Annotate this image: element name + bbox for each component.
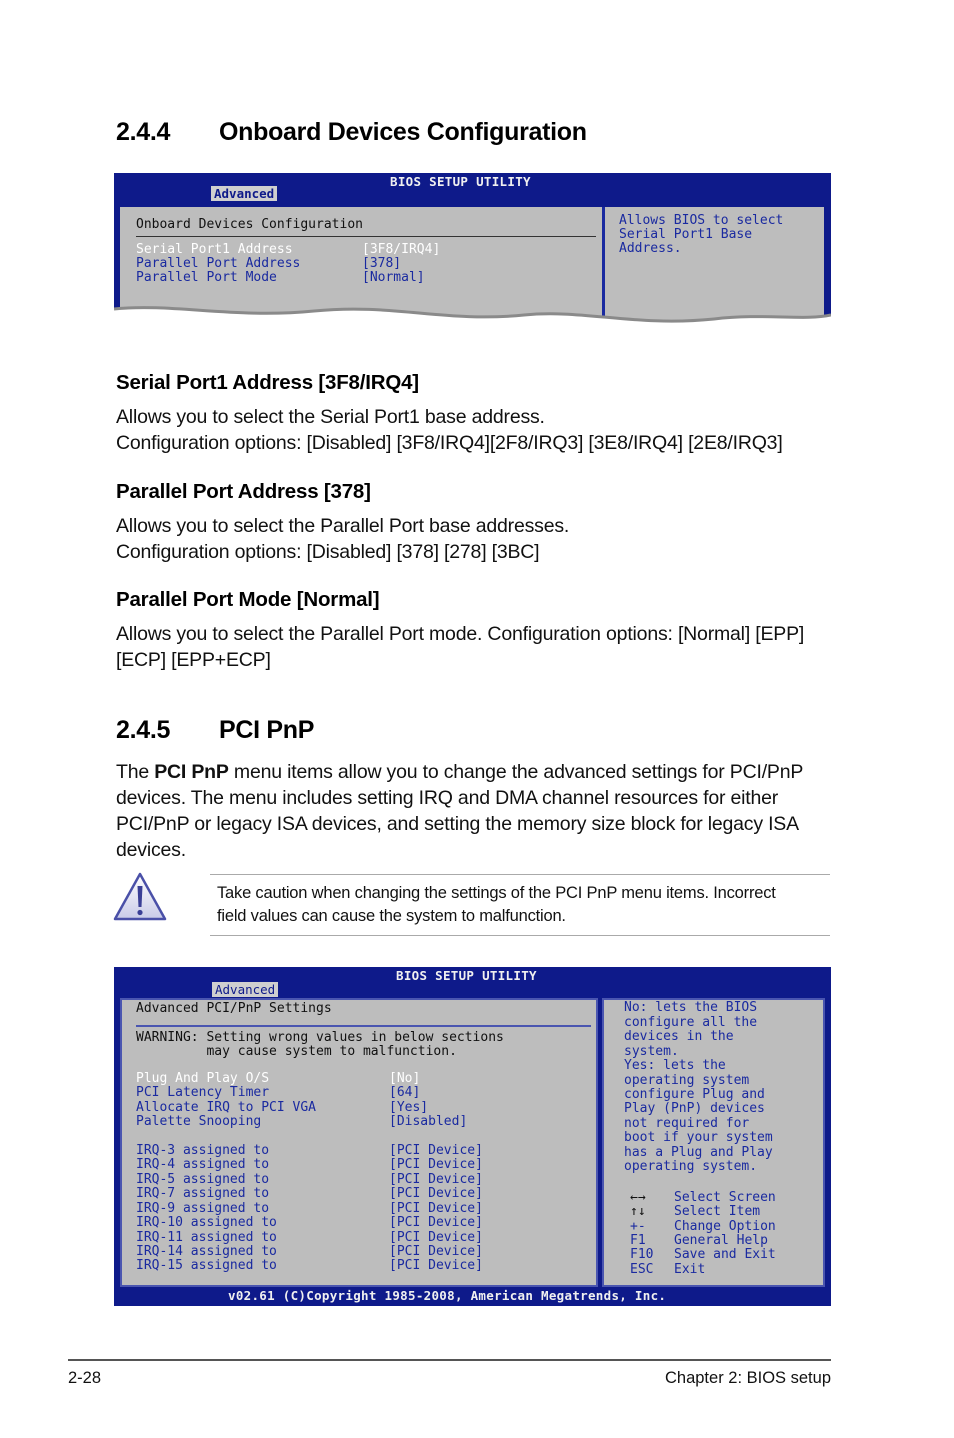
section-number: 2.4.5	[116, 716, 171, 744]
bios-irq-value[interactable]: [PCI Device]	[389, 1143, 483, 1158]
bios-item-value[interactable]: [No]	[389, 1071, 421, 1086]
help-line: Yes: lets the	[624, 1058, 726, 1073]
note-rule-top	[210, 874, 830, 875]
help-line: not required for	[624, 1116, 750, 1131]
body-line	[116, 759, 803, 785]
bios-irq-value[interactable]: [PCI Device]	[389, 1258, 483, 1273]
caution-text	[217, 882, 776, 928]
bios-irq-label[interactable]: IRQ-11 assigned to	[136, 1230, 277, 1245]
subsection-body	[116, 513, 569, 565]
pcipnp-intro	[116, 759, 803, 863]
divider	[136, 1025, 591, 1027]
bios-item-value[interactable]: [Yes]	[389, 1100, 429, 1115]
bios-irq-label[interactable]: IRQ-15 assigned to	[136, 1258, 277, 1273]
bios-screenshot-pcipnp	[114, 967, 831, 1306]
arrow-left-right-icon: ←→	[630, 1190, 646, 1205]
help-line: Serial Port1 Base	[619, 227, 753, 242]
section-heading-pcipnp	[116, 716, 816, 748]
key-desc: Save and Exit	[674, 1247, 776, 1262]
subsection-body	[116, 404, 783, 456]
bios-warning: WARNING: Setting wrong values in below sections	[136, 1030, 504, 1045]
bios-help-panel	[602, 998, 825, 1287]
bios-warning: may cause system to malfunction.	[136, 1044, 457, 1059]
section-heading-onboard	[116, 118, 816, 150]
key-label: F1	[630, 1233, 646, 1248]
key-save-exit	[630, 1248, 776, 1263]
bios-panel-heading: Onboard Devices Configuration	[136, 217, 363, 232]
bios-item-label[interactable]: Serial Port1 Address	[136, 242, 293, 257]
help-line: configure all the	[624, 1015, 758, 1030]
bios-item-value[interactable]: [64]	[389, 1085, 421, 1100]
intro-bold: PCI PnP	[154, 761, 229, 783]
bios-irq-label[interactable]: IRQ-3 assigned to	[136, 1143, 270, 1158]
bios-item-label[interactable]: PCI Latency Timer	[136, 1085, 270, 1100]
bios-item-value[interactable]: [378]	[362, 256, 402, 271]
bios-irq-value[interactable]: [PCI Device]	[389, 1244, 483, 1259]
bios-item-label[interactable]: Palette Snooping	[136, 1114, 262, 1129]
bios-title: BIOS SETUP UTILITY	[390, 174, 531, 189]
bios-irq-label[interactable]: IRQ-4 assigned to	[136, 1157, 270, 1172]
help-line: devices in the	[624, 1029, 734, 1044]
subsection-title: Parallel Port Mode [Normal]	[116, 588, 380, 611]
subsection-body	[116, 621, 804, 673]
body-line: Allows you to select the Serial Port1 base address.	[116, 406, 545, 428]
key-select-item	[630, 1205, 760, 1220]
key-desc: Exit	[674, 1262, 706, 1277]
bios-panel-heading: Advanced PCI/PnP Settings	[136, 1001, 332, 1016]
bios-irq-value[interactable]: [PCI Device]	[389, 1230, 483, 1245]
body-line: devices. The menu includes setting IRQ and DMA channel resources for either	[116, 787, 779, 809]
help-line: operating system	[624, 1073, 750, 1088]
subsection-title: Parallel Port Address [378]	[116, 480, 371, 503]
bios-main-panel	[120, 998, 598, 1287]
page-number: 2-28	[68, 1369, 102, 1387]
caution-line: Take caution when changing the settings of the PCI PnP menu items. Incorrect	[217, 884, 776, 902]
bios-item-label[interactable]: Allocate IRQ to PCI VGA	[136, 1100, 317, 1115]
bios-irq-label[interactable]: IRQ-7 assigned to	[136, 1186, 270, 1201]
body-line: Allows you to select the Parallel Port mode. Configuration options: [Normal] [EPP]	[116, 623, 805, 645]
key-desc: General Help	[674, 1233, 768, 1248]
warning-icon	[112, 871, 168, 923]
caution-line: field values can cause the system to malfunction.	[217, 907, 566, 925]
key-exit	[630, 1263, 705, 1278]
help-line: has a Plug and Play	[624, 1145, 773, 1160]
bios-irq-label[interactable]: IRQ-10 assigned to	[136, 1215, 277, 1230]
bios-tab-advanced: Advanced	[211, 186, 277, 201]
key-desc: Select Item	[674, 1204, 761, 1219]
bios-item-value[interactable]: [Disabled]	[389, 1114, 468, 1129]
help-line: Address.	[619, 241, 682, 256]
bios-irq-label[interactable]: IRQ-14 assigned to	[136, 1244, 277, 1259]
note-rule-bottom	[210, 935, 830, 936]
section-number: 2.4.4	[116, 118, 171, 146]
key-desc: Change Option	[674, 1219, 776, 1234]
help-line: Play (PnP) devices	[624, 1101, 765, 1116]
bios-item-label[interactable]: Parallel Port Address	[136, 256, 301, 271]
section-title: Onboard Devices Configuration	[219, 118, 587, 146]
body-line: PCI/PnP or legacy ISA devices, and setting the memory size block for legacy ISA	[116, 813, 799, 835]
body-line: devices.	[116, 839, 186, 861]
bios-item-label[interactable]: Parallel Port Mode	[136, 270, 277, 285]
bios-irq-value[interactable]: [PCI Device]	[389, 1172, 483, 1187]
body-line: Configuration options: [Disabled] [3F8/IRQ4][2F8/IRQ3] [3E8/IRQ4] [2E8/IRQ3]	[116, 432, 783, 454]
body-line: Configuration options: [Disabled] [378] [278] [3BC]	[116, 541, 540, 563]
body-line: [ECP] [EPP+ECP]	[116, 649, 271, 671]
arrow-up-down-icon: ↑↓	[630, 1204, 646, 1219]
help-line: No: lets the BIOS	[624, 1000, 758, 1015]
chapter-title: Chapter 2: BIOS setup	[664, 1369, 831, 1387]
help-line: Allows BIOS to select	[619, 213, 784, 228]
help-line: operating system.	[624, 1159, 758, 1174]
footer-rule	[68, 1359, 831, 1361]
bios-item-value[interactable]: [3F8/IRQ4]	[362, 242, 441, 257]
body-line: Allows you to select the Parallel Port base addresses.	[116, 515, 570, 537]
help-line: system.	[624, 1044, 679, 1059]
key-label: +-	[630, 1219, 646, 1234]
intro-text: The	[116, 761, 155, 783]
bios-screenshot-onboard	[114, 173, 831, 333]
bios-irq-label[interactable]: IRQ-5 assigned to	[136, 1172, 270, 1187]
bios-irq-value[interactable]: [PCI Device]	[389, 1186, 483, 1201]
bios-tab-advanced[interactable]: Advanced	[212, 982, 278, 997]
key-desc: Select Screen	[674, 1190, 776, 1205]
key-label: ESC	[630, 1262, 654, 1277]
torn-edge	[114, 301, 831, 335]
intro-text: menu items allow you to change the advanced settings for PCI/PnP	[228, 761, 804, 783]
help-line: configure Plug and	[624, 1087, 765, 1102]
subsection-title: Serial Port1 Address [3F8/IRQ4]	[116, 371, 419, 394]
bios-title: BIOS SETUP UTILITY	[396, 968, 537, 983]
bios-copyright: v02.61 (C)Copyright 1985-2008, American Megatrends, Inc.	[228, 1288, 667, 1303]
bios-item-value[interactable]: [Normal]	[362, 270, 425, 285]
key-label: F10	[630, 1247, 654, 1262]
section-title: PCI PnP	[219, 716, 315, 744]
divider	[136, 236, 596, 237]
bios-irq-label[interactable]: IRQ-9 assigned to	[136, 1201, 270, 1216]
bios-item-label[interactable]: Plug And Play O/S	[136, 1071, 270, 1086]
help-line: boot if your system	[624, 1130, 773, 1145]
bios-irq-value[interactable]: [PCI Device]	[389, 1215, 483, 1230]
bios-irq-value[interactable]: [PCI Device]	[389, 1201, 483, 1216]
bios-irq-value[interactable]: [PCI Device]	[389, 1157, 483, 1172]
